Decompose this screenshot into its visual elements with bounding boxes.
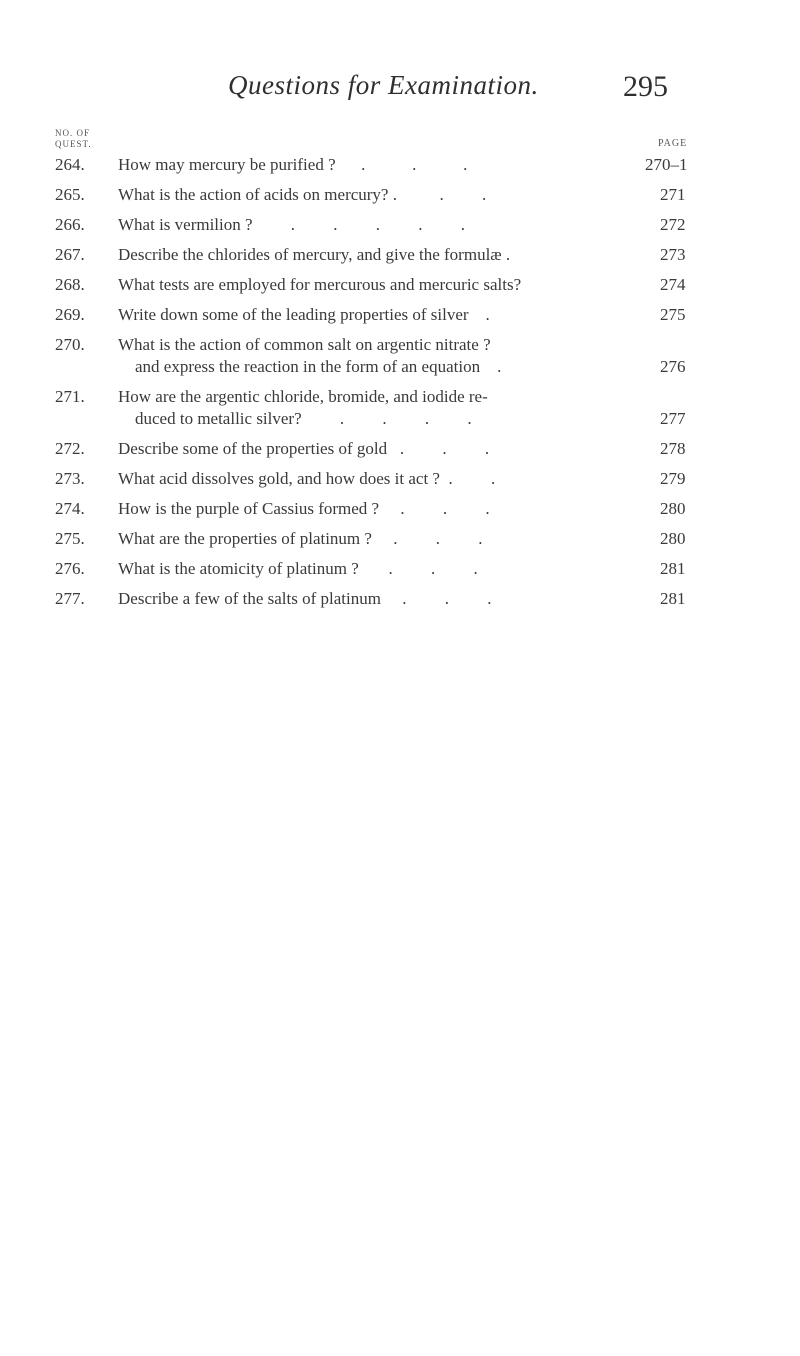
question-page: 278 <box>660 439 686 458</box>
question-page: 273 <box>660 245 686 264</box>
question-page: 279 <box>660 469 686 488</box>
question-number: 264. <box>55 155 85 174</box>
question-number: 270. <box>55 335 85 354</box>
question-number: 274. <box>55 499 85 518</box>
question-number: 272. <box>55 439 85 458</box>
question-text-continuation: and express the reaction in the form of an equation . <box>135 357 502 376</box>
question-page: 280 <box>660 499 686 518</box>
question-text: What tests are employed for mercurous and mercuric salts? <box>118 275 522 294</box>
question-number: 273. <box>55 469 85 488</box>
question-text: How are the argentic chloride, bromide, and iodide re- <box>118 387 488 406</box>
question-page: 280 <box>660 529 686 548</box>
question-number: 271. <box>55 387 85 406</box>
question-number: 265. <box>55 185 85 204</box>
question-page: 275 <box>660 305 686 324</box>
question-number: 276. <box>55 559 85 578</box>
running-header <box>0 70 800 110</box>
question-text: Describe the chlorides of mercury, and give the formulæ . <box>118 245 511 264</box>
question-page: 281 <box>660 589 686 608</box>
column-header-number <box>55 128 92 150</box>
question-text: How is the purple of Cassius formed ? . . . <box>118 499 490 518</box>
question-text: Write down some of the leading properties of silver . <box>118 305 490 324</box>
question-number: 266. <box>55 215 85 234</box>
question-number: 275. <box>55 529 85 548</box>
question-text-continuation: duced to metallic silver? . . . . <box>135 409 472 428</box>
question-number: 268. <box>55 275 85 294</box>
question-text: Describe some of the properties of gold . . . <box>118 439 490 458</box>
column-header-number-line2: QUEST. <box>55 139 92 149</box>
question-page: 276 <box>660 357 686 376</box>
question-page: 274 <box>660 275 686 294</box>
question-page: 277 <box>660 409 686 428</box>
question-text: Describe a few of the salts of platinum . . . <box>118 589 492 608</box>
question-text: How may mercury be purified ? . . . <box>118 155 468 174</box>
page-title: Questions for Examination. <box>228 70 539 100</box>
question-text: What are the properties of platinum ? . . . <box>118 529 483 548</box>
column-header-page: PAGE <box>658 138 688 149</box>
page-number: 295 <box>623 70 668 103</box>
question-text: What is the atomicity of platinum ? . . . <box>118 559 478 578</box>
question-page: 272 <box>660 215 686 234</box>
question-text: What is vermilion ? . . . . . <box>118 215 466 234</box>
column-header-number-line1: NO. OF <box>55 128 91 138</box>
question-page: 271 <box>660 185 686 204</box>
question-text: What is the action of common salt on argentic nitrate ? <box>118 335 491 354</box>
question-text: What is the action of acids on mercury? . . . <box>118 185 487 204</box>
question-number: 267. <box>55 245 85 264</box>
question-number: 269. <box>55 305 85 324</box>
question-page: 281 <box>660 559 686 578</box>
question-page: 270–1 <box>645 155 688 174</box>
question-number: 277. <box>55 589 85 608</box>
question-text: What acid dissolves gold, and how does it act ? . . <box>118 469 496 488</box>
